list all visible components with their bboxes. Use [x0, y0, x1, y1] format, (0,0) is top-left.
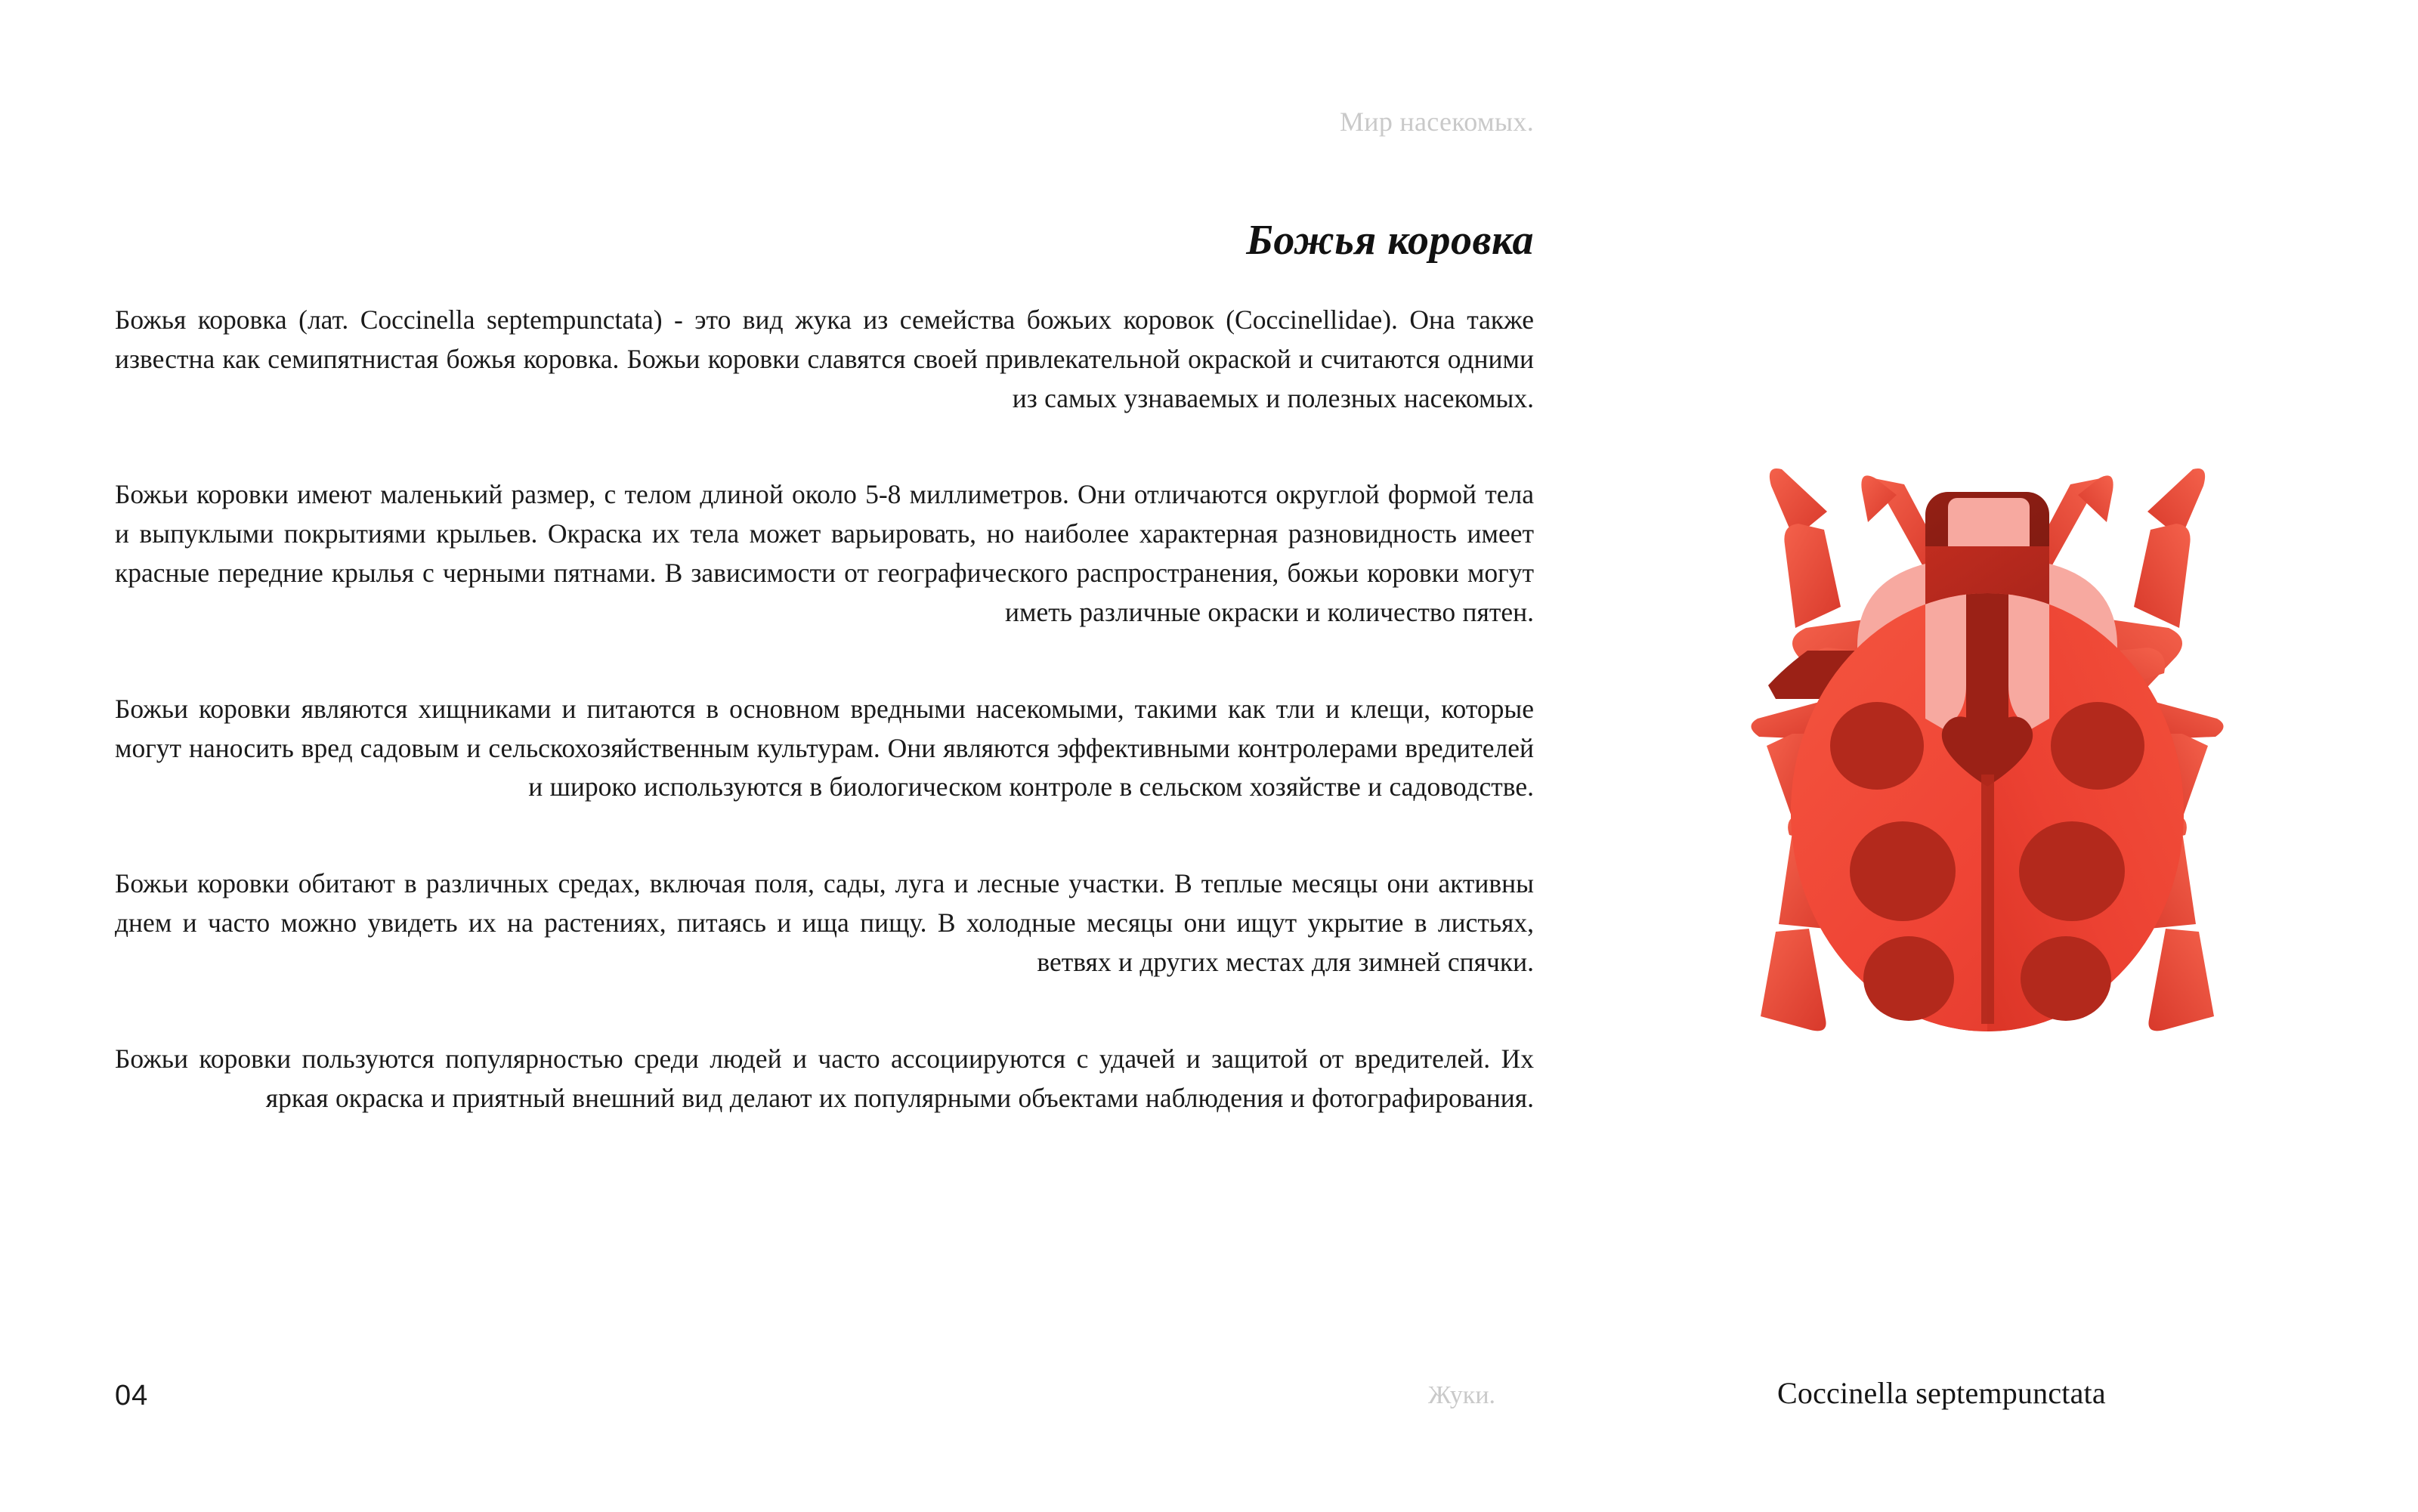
spot [1850, 821, 1956, 921]
spot [2019, 821, 2125, 921]
ladybug-illustration [1685, 419, 2290, 1047]
spot [2051, 702, 2144, 790]
leg-rear-left-lower [1761, 929, 1826, 1031]
leg-rear-right-lower [2148, 929, 2214, 1031]
elytra-highlight-left [1925, 593, 1966, 729]
paragraph: Божьи коровки имеют маленький размер, с телом длиной около 5-8 миллиметров. Они отличаются округлой формой тела и выпуклыми покрытиями крыльев. Окраска их тела может варьировать, но наиболее характерная разновидность имеет красные передние крылья с черными пятнами. В зависимости от географического распространения, божьи коровки могут иметь различные окраски и количество пятен. [115, 479, 1534, 627]
footer-category-label: Жуки. [1428, 1381, 1496, 1409]
spot [1863, 936, 1954, 1021]
ladybug-svg [1685, 419, 2290, 1047]
leg-front-right-mid [2134, 524, 2191, 628]
footer-species-name: Coccinella septempunctata [1777, 1376, 2106, 1410]
paragraph: Божьи коровки являются хищниками и питаются в основном вредными насекомыми, такими как тли и клещи, которые могут наносить вред садовым и сельскохозяйственным культурам. Они являются эффективными контролерами вредителей и широко используются в биологическом контроле в сельском хозяйстве и садоводстве. [115, 693, 1534, 802]
leg-front-left-mid [1784, 524, 1841, 628]
running-head: Мир насекомых. [1339, 107, 1534, 137]
elytra-highlight-right [2008, 593, 2049, 729]
paragraph: Божья коровка (лат. Coccinella septempunctata) - это вид жука из семейства божьих коровок (Coccinellidae). Она также известна как семипятнистая божья коровка. Божьи коровки славятся своей привлекательной окраской и считаются одними из самых узнаваемых и полезных насекомых. [115, 305, 1534, 413]
page-title: Божья коровка [1246, 216, 1534, 264]
paragraph: Божьи коровки пользуются популярностью среди людей и часто ассоциируются с удачей и защитой от вредителей. Их яркая окраска и приятный внешний вид делают их популярными объектами наблюдения и фотографирования. [115, 1043, 1534, 1113]
elytra-group [1791, 593, 2184, 1031]
spot [1830, 702, 1924, 790]
elytra-suture [1981, 775, 1994, 1024]
page-number: 04 [115, 1380, 149, 1412]
body-copy [115, 301, 1534, 1118]
spot [2021, 936, 2111, 1021]
paragraph: Божьи коровки обитают в различных средах, включая поля, сады, луга и лесные участки. В теплые месяцы они активны днем и часто можно увидеть их на растениях, питаясь и ища пищу. В холодные месяцы они ищут укрытие в листьях, ветвях и других местах для зимней спячки. [115, 868, 1534, 977]
